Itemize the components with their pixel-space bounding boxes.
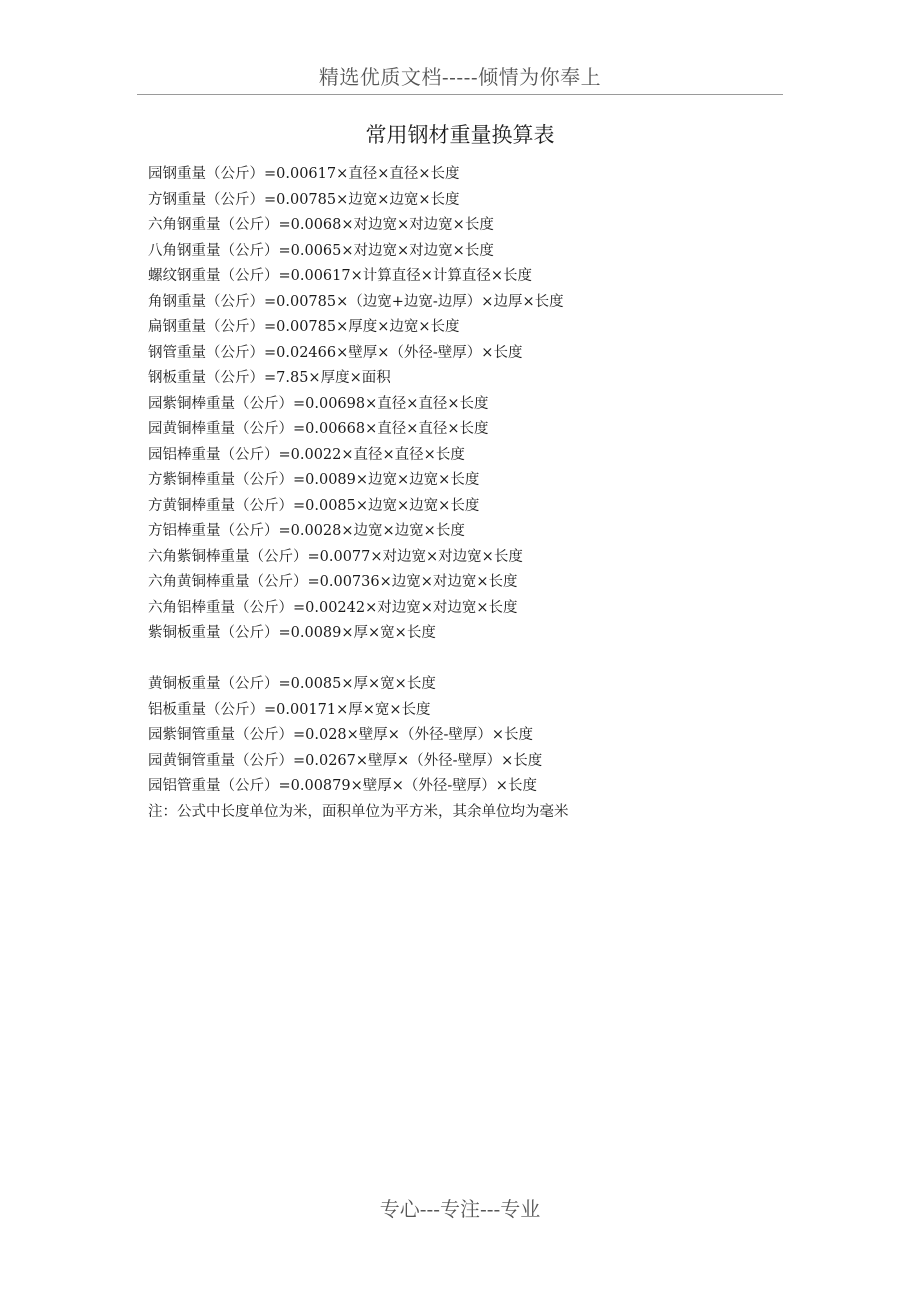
formula-line: 六角钢重量（公斤）=0.0068×对边宽×对边宽×长度 xyxy=(148,217,494,233)
formula-line: 园紫铜棒重量（公斤）=0.00698×直径×直径×长度 xyxy=(148,395,489,412)
formula-line: 铝板重量（公斤）=0.00171×厚×宽×长度 xyxy=(148,701,431,718)
formula-line: 方黄铜棒重量（公斤）=0.0085×边宽×边宽×长度 xyxy=(148,497,480,514)
formula-line: 八角钢重量（公斤）=0.0065×对边宽×对边宽×长度 xyxy=(148,242,494,259)
page-header: 精选优质文档-----倾情为你奉上 xyxy=(137,60,783,95)
document-title: 常用钢材重量换算表 xyxy=(365,123,555,147)
unit-note: 注：公式中长度单位为米，面积单位为平方米，其余单位均为毫米 xyxy=(148,803,569,820)
formula-line: 方紫铜棒重量（公斤）=0.0089×边宽×边宽×长度 xyxy=(148,472,480,488)
formula-line: 园黄铜棒重量（公斤）=0.00668×直径×直径×长度 xyxy=(148,421,489,437)
formula-line: 园铝棒重量（公斤）=0.0022×直径×直径×长度 xyxy=(148,446,465,463)
formula-line: 园钢重量（公斤）=0.00617×直径×直径×长度 xyxy=(148,166,460,182)
formula-line: 扁钢重量（公斤）=0.00785×厚度×边宽×长度 xyxy=(148,319,460,335)
formula-line: 钢管重量（公斤）=0.02466×壁厚×（外径-壁厚）×长度 xyxy=(148,344,523,361)
formula-line: 园黄铜管重量（公斤）=0.0267×壁厚×（外径-壁厚）×长度 xyxy=(148,752,543,769)
formula-line: 方钢重量（公斤）=0.00785×边宽×边宽×长度 xyxy=(148,191,460,208)
formula-list xyxy=(148,162,569,825)
formula-line: 角钢重量（公斤）=0.00785×（边宽+边宽-边厚）×边厚×长度 xyxy=(148,293,564,310)
formula-line: 六角黄铜棒重量（公斤）=0.00736×边宽×对边宽×长度 xyxy=(148,574,518,590)
formula-line: 六角铝棒重量（公斤）=0.00242×对边宽×对边宽×长度 xyxy=(148,599,518,616)
formula-line: 园铝管重量（公斤）=0.00879×壁厚×（外径-壁厚）×长度 xyxy=(148,778,537,794)
formula-line: 黄铜板重量（公斤）=0.0085×厚×宽×长度 xyxy=(148,676,436,692)
formula-line: 园紫铜管重量（公斤）=0.028×壁厚×（外径-壁厚）×长度 xyxy=(148,727,534,743)
formula-line: 钢板重量（公斤）=7.85×厚度×面积 xyxy=(148,370,391,386)
formula-line: 方铝棒重量（公斤）=0.0028×边宽×边宽×长度 xyxy=(148,523,465,539)
page-footer: 专心---专注---专业 xyxy=(379,1197,541,1221)
formula-line: 六角紫铜棒重量（公斤）=0.0077×对边宽×对边宽×长度 xyxy=(148,548,523,565)
formula-line: 紫铜板重量（公斤）=0.0089×厚×宽×长度 xyxy=(148,625,436,641)
formula-line: 螺纹钢重量（公斤）=0.00617×计算直径×计算直径×长度 xyxy=(148,268,533,284)
